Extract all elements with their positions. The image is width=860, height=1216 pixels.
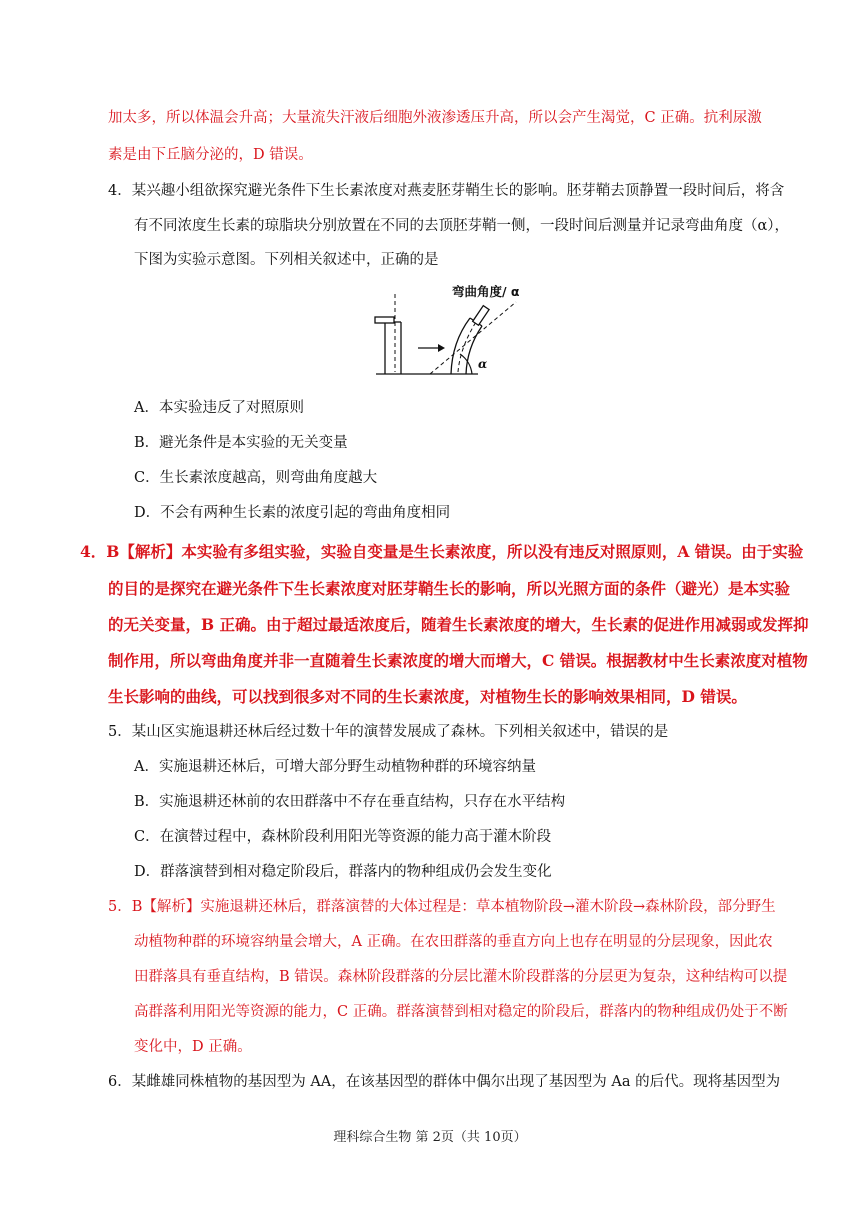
q4-analysis-line-3: 的无关变量，B 正确。由于超过最适浓度后，随着生长素浓度的增大，生长素的促进作用减弱或发挥抑 [108,615,809,634]
q6-stem: 6．某雌雄同株植物的基因型为 AA，在该基因型的群体中偶尔出现了基因型为 Aa 的后代。现将基因型为 [108,1074,781,1090]
q5-analysis-line-3: 田群落具有垂直结构，B 错误。森林阶段群落的分层比灌木阶段群落的分层更为复杂，这种结构可以提 [134,969,788,985]
prev-answer-line-2: 素是由下丘脑分泌的，D 错误。 [108,147,313,163]
q4-stem-line-2: 有不同浓度生长素的琼脂块分别放置在不同的去顶胚芽鞘一侧，一段时间后测量并记录弯曲角度（α）， [134,218,790,234]
q4-option-a: A．本实验违反了对照原则 [134,400,304,416]
q4-analysis-line-1: 4．B【解析】本实验有多组实验，实验自变量是生长素浓度，所以没有违反对照原则，A 错误。由于实验 [80,542,804,561]
q5-analysis-line-1: 5．B【解析】实施退耕还林后，群落演替的大体过程是：草本植物阶段→灌木阶段→森林阶段，部分野生 [108,899,776,915]
q5-option-c: C．在演替过程中，森林阶段利用阳光等资源的能力高于灌木阶段 [134,829,552,845]
q5-option-b: B．实施退耕还林前的农田群落中不存在垂直结构，只存在水平结构 [134,794,566,810]
q5-option-d: D．群落演替到相对稳定阶段后，群落内的物种组成仍会发生变化 [134,864,552,880]
q4-option-c: C．生长素浓度越高，则弯曲角度越大 [134,470,378,486]
experiment-diagram [366,282,536,382]
figure-title: 弯曲角度/ α [452,284,520,299]
prev-answer-line-1: 加太多，所以体温会升高；大量流失汗液后细胞外液渗透压升高，所以会产生渴觉，C 正确。抗利尿激 [108,110,762,126]
q4-analysis-line-5: 生长影响的曲线，可以找到很多对不同的生长素浓度，对植物生长的影响效果相同，D 错误。 [108,687,747,706]
q4-option-d: D．不会有两种生长素的浓度引起的弯曲角度相同 [134,505,451,521]
page-footer: 理科综合生物 第 2页（共 10页） [333,1130,527,1145]
q4-stem-line-1: 4．某兴趣小组欲探究避光条件下生长素浓度对燕麦胚芽鞘生长的影响。胚芽鞘去顶静置一段时间后，将含 [108,183,785,199]
alpha-label: α [478,357,488,371]
q4-stem-line-3: 下图为实验示意图。下列相关叙述中，正确的是 [134,252,439,268]
q5-analysis-line-2: 动植物种群的环境容纳量会增大，A 正确。在农田群落的垂直方向上也存在明显的分层现象，因此农 [134,934,773,950]
q5-option-a: A．实施退耕还林后，可增大部分野生动植物种群的环境容纳量 [134,759,536,775]
agar-block [375,317,394,323]
q5-analysis-line-5: 变化中，D 正确。 [134,1039,252,1055]
q5-analysis-line-4: 高群落利用阳光等资源的能力，C 正确。群落演替到相对稳定的阶段后，群落内的物种组成仍处于不断 [134,1004,788,1020]
q4-analysis-line-2: 的目的是探究在避光条件下生长素浓度对胚芽鞘生长的影响，所以光照方面的条件（避光）是本实验 [108,579,791,598]
reference-dashed-line [430,302,516,374]
q4-analysis-line-4: 制作用，所以弯曲角度并非一直随着生长素浓度的增大而增大，C 错误。根据教材中生长素浓度对植物 [108,651,808,670]
q5-stem: 5．某山区实施退耕还林后经过数十年的演替发展成了森林。下列相关叙述中，错误的是 [108,724,669,740]
q4-option-b: B．避光条件是本实验的无关变量 [134,435,348,451]
